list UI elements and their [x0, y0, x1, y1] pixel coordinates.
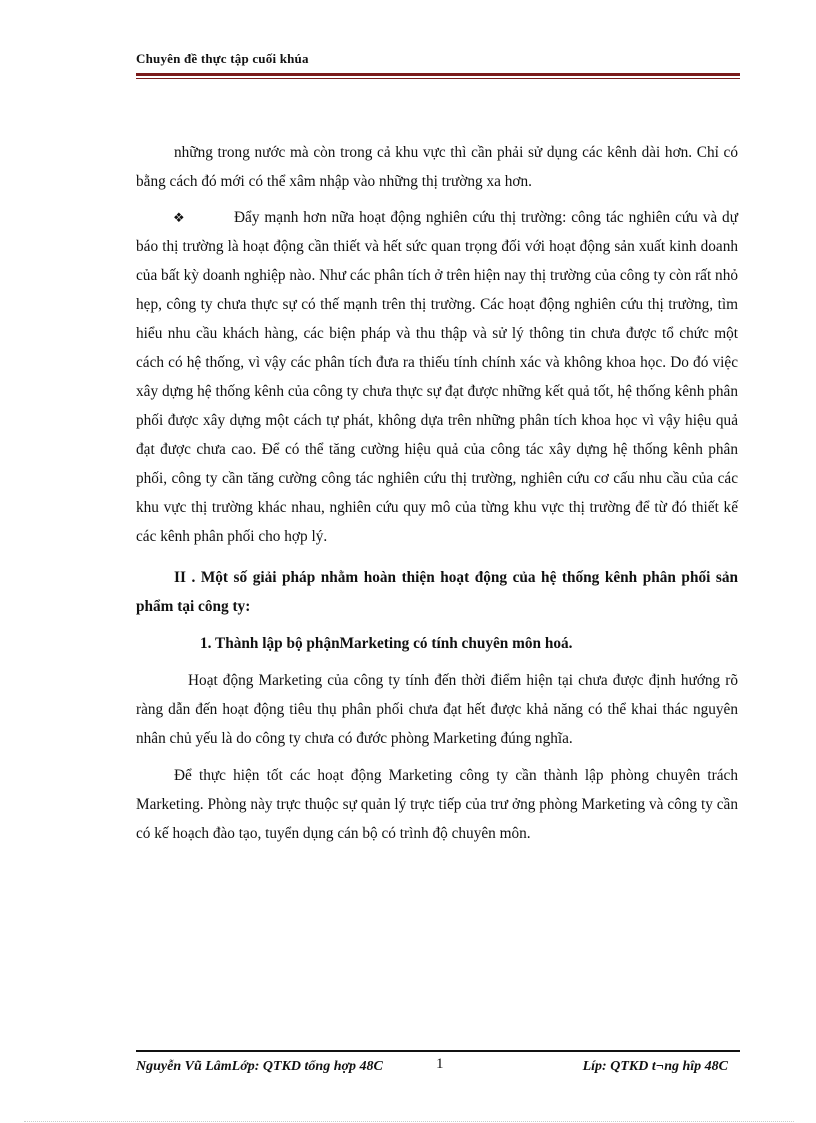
header-rule: [136, 73, 740, 76]
diamond-bullet-icon: ❖: [173, 210, 185, 225]
header-rule-thin: [136, 78, 740, 79]
page-edge-divider: [24, 1121, 794, 1122]
subsection-heading: 1. Thành lập bộ phậnMarketing có tính chuyên môn hoá.: [200, 635, 573, 652]
paragraph-marketing-department: Để thực hiện tốt các hoạt động Marketing công ty cần thành lập phòng chuyên trách Marketing. Phòng này trực thuộc sự quản lý trực tiếp của trư ởng phòng Marketing và công ty cần có kế hoạch đào tạo, tuyển dụng cán bộ có trình độ chuyên môn.: [136, 767, 738, 842]
section-heading: II . Một số giải pháp nhằm hoàn thiện hoạt động của hệ thống kênh phân phối sản phẩm tại công ty:: [136, 569, 738, 615]
bullet-paragraph-text: Đẩy mạnh hơn nữa hoạt động nghiên cứu thị trường: công tác nghiên cứu và dự báo thị trường là hoạt động cần thiết và hết sức quan trọng đối với hoạt động sản xuất kinh doanh của bất kỳ doanh nghiệp nào. Như các phân tích ở trên hiện nay thị trường của công ty còn rất nhỏ hẹp, công ty chưa thực sự có thế mạnh trên thị trường. Các hoạt động nghiên cứu thị trường, tìm hiểu nhu cầu khách hàng, các biện pháp và thu thập và sử lý thông tin chưa được tổ chức một cách có hệ thống, vì vậy các phân tích đưa ra thiếu tính chính xác và không khoa học. Do đó việc xây dựng hệ thống kênh của công ty chưa thực sự đạt được những kết quả tốt, hệ thống kênh phân phối được xây dựng một cách tự phát, không dựa trên những phân tích khoa học vì vậy hiệu quả đạt được chưa cao. Để có thể tăng cường hiệu quả của công tác xây dựng hệ thống kênh phân phối, công ty cần tăng cường công tác nghiên cứu thị trường, nghiên cứu cơ cấu nhu cầu của các khu vực thị trường khác nhau, nghiên cứu quy mô của từng khu vực thị trường để từ đó thiết kế các kênh phân phối cho hợp lý.: [136, 209, 738, 545]
page-header: [136, 50, 740, 79]
footer-row: [136, 1056, 740, 1083]
footer-rule: [136, 1050, 740, 1052]
page-footer: [136, 1050, 740, 1083]
footer-author: Nguyễn Vũ LâmLớp: QTKD tổng hợp 48C: [136, 1059, 383, 1074]
header-title: Chuyên đề thực tập cuối khúa: [136, 51, 309, 66]
page-number: 1: [436, 1056, 444, 1072]
document-body: [136, 138, 738, 848]
paragraph-marketing-status: Hoạt động Marketing của công ty tính đến thời điểm hiện tại chưa được định hướng rõ ràng dẫn đến hoạt động tiêu thụ phân phối chưa đạt hết được khả năng có thể khai thác nguyên nhân chủ yếu là do công ty chưa có đước phòng Marketing đúng nghĩa.: [136, 672, 738, 747]
paragraph-continuation: những trong nước mà còn trong cả khu vực thì cần phải sử dụng các kênh dài hơn. Chỉ có bằng cách đó mới có thể xâm nhập vào những thị trường xa hơn.: [136, 144, 738, 190]
footer-class: Líp: QTKD t¬ng hîp 48C: [582, 1059, 728, 1074]
bullet-paragraph: [136, 203, 738, 551]
